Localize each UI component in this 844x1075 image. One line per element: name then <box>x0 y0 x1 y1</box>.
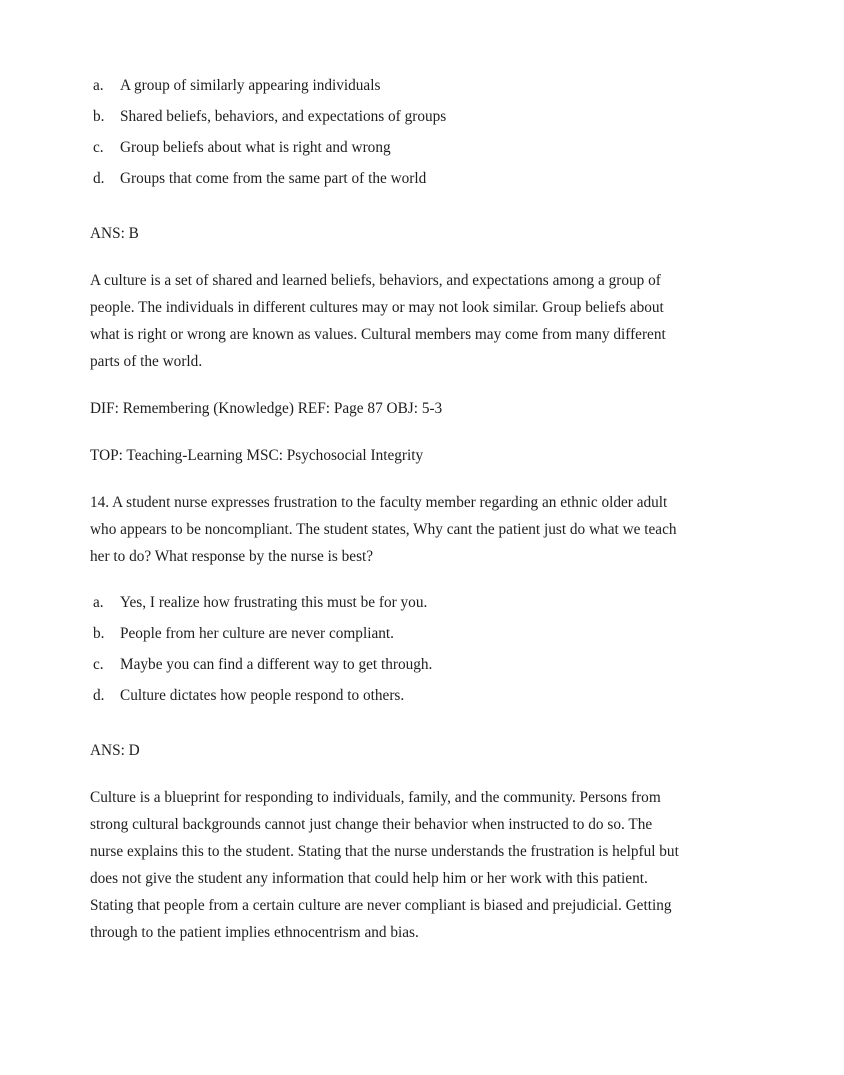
question-13-rationale <box>90 267 748 375</box>
option-text: Culture dictates how people respond to others. <box>120 687 405 704</box>
question-14-answer: ANS: D <box>90 742 140 759</box>
rationale-text-line: Stating that people from a certain culture are never compliant is biased and prejudicial. Getting <box>90 897 672 914</box>
question-14-rationale <box>90 784 748 946</box>
option-letter: a. <box>93 594 104 611</box>
answer-option <box>90 589 748 616</box>
rationale-text-line: what is right or wrong are known as values. Cultural members may come from many different <box>90 326 666 343</box>
option-letter: b. <box>93 108 105 125</box>
rationale-text-line: strong cultural backgrounds cannot just change their behavior when instructed to do so. The <box>90 816 653 833</box>
rationale-text-line: A culture is a set of shared and learned beliefs, behaviors, and expectations among a group of <box>90 272 661 289</box>
option-letter: d. <box>93 687 105 704</box>
rationale-text-line: people. The individuals in different cultures may or may not look similar. Group beliefs about <box>90 299 664 316</box>
question-13-dif-ref-obj: DIF: Remembering (Knowledge) REF: Page 87 OBJ: 5-3 <box>90 400 443 417</box>
option-text: Yes, I realize how frustrating this must be for you. <box>120 594 428 611</box>
rationale-text-line: Culture is a blueprint for responding to individuals, family, and the community. Persons from <box>90 789 661 806</box>
option-text: Maybe you can find a different way to get through. <box>120 656 433 673</box>
option-letter: c. <box>93 139 104 156</box>
option-letter: c. <box>93 656 104 673</box>
option-text: Group beliefs about what is right and wrong <box>120 139 391 156</box>
question-13-options <box>90 72 748 192</box>
rationale-text-line: nurse explains this to the student. Stating that the nurse understands the frustration is helpful but <box>90 843 679 860</box>
option-text: People from her culture are never compliant. <box>120 625 394 642</box>
question-13-top-msc: TOP: Teaching-Learning MSC: Psychosocial Integrity <box>90 447 424 464</box>
answer-option <box>90 165 748 192</box>
option-text: A group of similarly appearing individuals <box>120 77 381 94</box>
question-text-line: 14. A student nurse expresses frustration to the faculty member regarding an ethnic older adult <box>90 494 668 511</box>
option-letter: a. <box>93 77 104 94</box>
answer-option <box>90 134 748 161</box>
question-text-line: her to do? What response by the nurse is best? <box>90 548 374 565</box>
option-letter: b. <box>93 625 105 642</box>
option-letter: d. <box>93 170 105 187</box>
answer-option <box>90 103 748 130</box>
question-text-line: who appears to be noncompliant. The student states, Why cant the patient just do what we teach <box>90 521 677 538</box>
answer-option <box>90 682 748 709</box>
option-text: Groups that come from the same part of the world <box>120 170 427 187</box>
answer-option <box>90 620 748 647</box>
option-text: Shared beliefs, behaviors, and expectations of groups <box>120 108 447 125</box>
rationale-text-line: does not give the student any information that could help him or her work with this patient. <box>90 870 648 887</box>
rationale-text-line: through to the patient implies ethnocentrism and bias. <box>90 924 419 941</box>
question-14-options <box>90 589 748 709</box>
answer-option <box>90 72 748 99</box>
question-14-stem <box>90 489 748 570</box>
question-13-answer: ANS: B <box>90 225 139 242</box>
answer-option <box>90 651 748 678</box>
rationale-text-line: parts of the world. <box>90 353 203 370</box>
